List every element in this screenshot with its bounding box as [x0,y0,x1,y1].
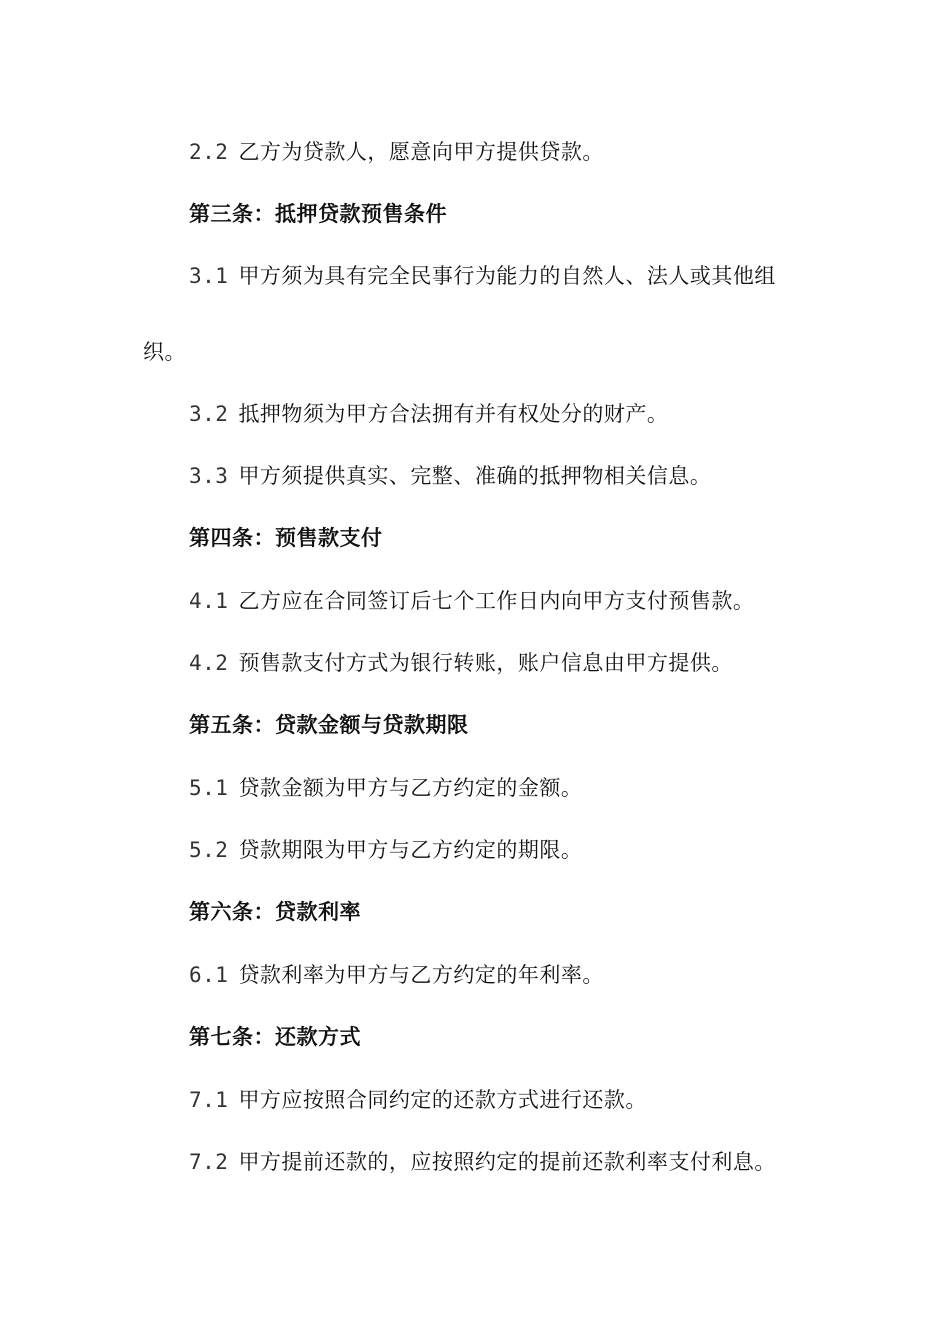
clause-text: 预售款支付方式为银行转账，账户信息由甲方提供。 [238,651,733,675]
clause-number: 7.1 [189,1088,229,1112]
clause-text: 贷款金额为甲方与乙方约定的金额。 [238,776,583,800]
article-5-heading: 第五条：贷款金额与贷款期限 [189,713,469,737]
article-3-heading: 第三条：抵押贷款预售条件 [189,202,447,226]
clause-3-1 [189,262,776,290]
clause-7-1 [189,1086,647,1114]
clause-text: 甲方须提供真实、完整、准确的抵押物相关信息。 [238,464,712,488]
clause-text: 甲方提前还款的，应按照约定的提前还款利率支付利息。 [238,1150,776,1174]
clause-number: 7.2 [189,1150,229,1174]
clause-text: 贷款利率为甲方与乙方约定的年利率。 [238,963,604,987]
clause-4-2 [189,649,733,677]
clause-text: 甲方须为具有完全民事行为能力的自然人、法人或其他组 [238,264,776,288]
clause-3-3 [189,462,711,490]
clause-number: 5.2 [189,838,229,862]
clause-number: 3.3 [189,464,229,488]
clause-text: 贷款期限为甲方与乙方约定的期限。 [238,838,583,862]
article-4-heading: 第四条：预售款支付 [189,526,383,550]
clause-number: 5.1 [189,776,229,800]
clause-text: 乙方应在合同签订后七个工作日内向甲方支付预售款。 [238,589,755,613]
clause-7-2 [189,1148,776,1176]
clause-number: 2.2 [189,140,229,164]
clause-6-1 [189,961,604,989]
clause-3-1-continuation: 织。 [143,340,186,364]
clause-4-1 [189,587,754,615]
clause-number: 3.2 [189,402,229,426]
clause-number: 6.1 [189,963,229,987]
article-6-heading: 第六条：贷款利率 [189,900,361,924]
clause-5-2 [189,836,582,864]
clause-number: 4.1 [189,589,229,613]
clause-number: 4.2 [189,651,229,675]
clause-3-2 [189,400,668,428]
clause-text: 抵押物须为甲方合法拥有并有权处分的财产。 [238,402,669,426]
article-7-heading: 第七条：还款方式 [189,1025,361,1049]
clause-number: 3.1 [189,264,229,288]
clause-text: 甲方应按照合同约定的还款方式进行还款。 [238,1088,647,1112]
clause-text: 乙方为贷款人，愿意向甲方提供贷款。 [238,140,604,164]
clause-5-1 [189,774,582,802]
clause-2-2 [189,138,604,166]
